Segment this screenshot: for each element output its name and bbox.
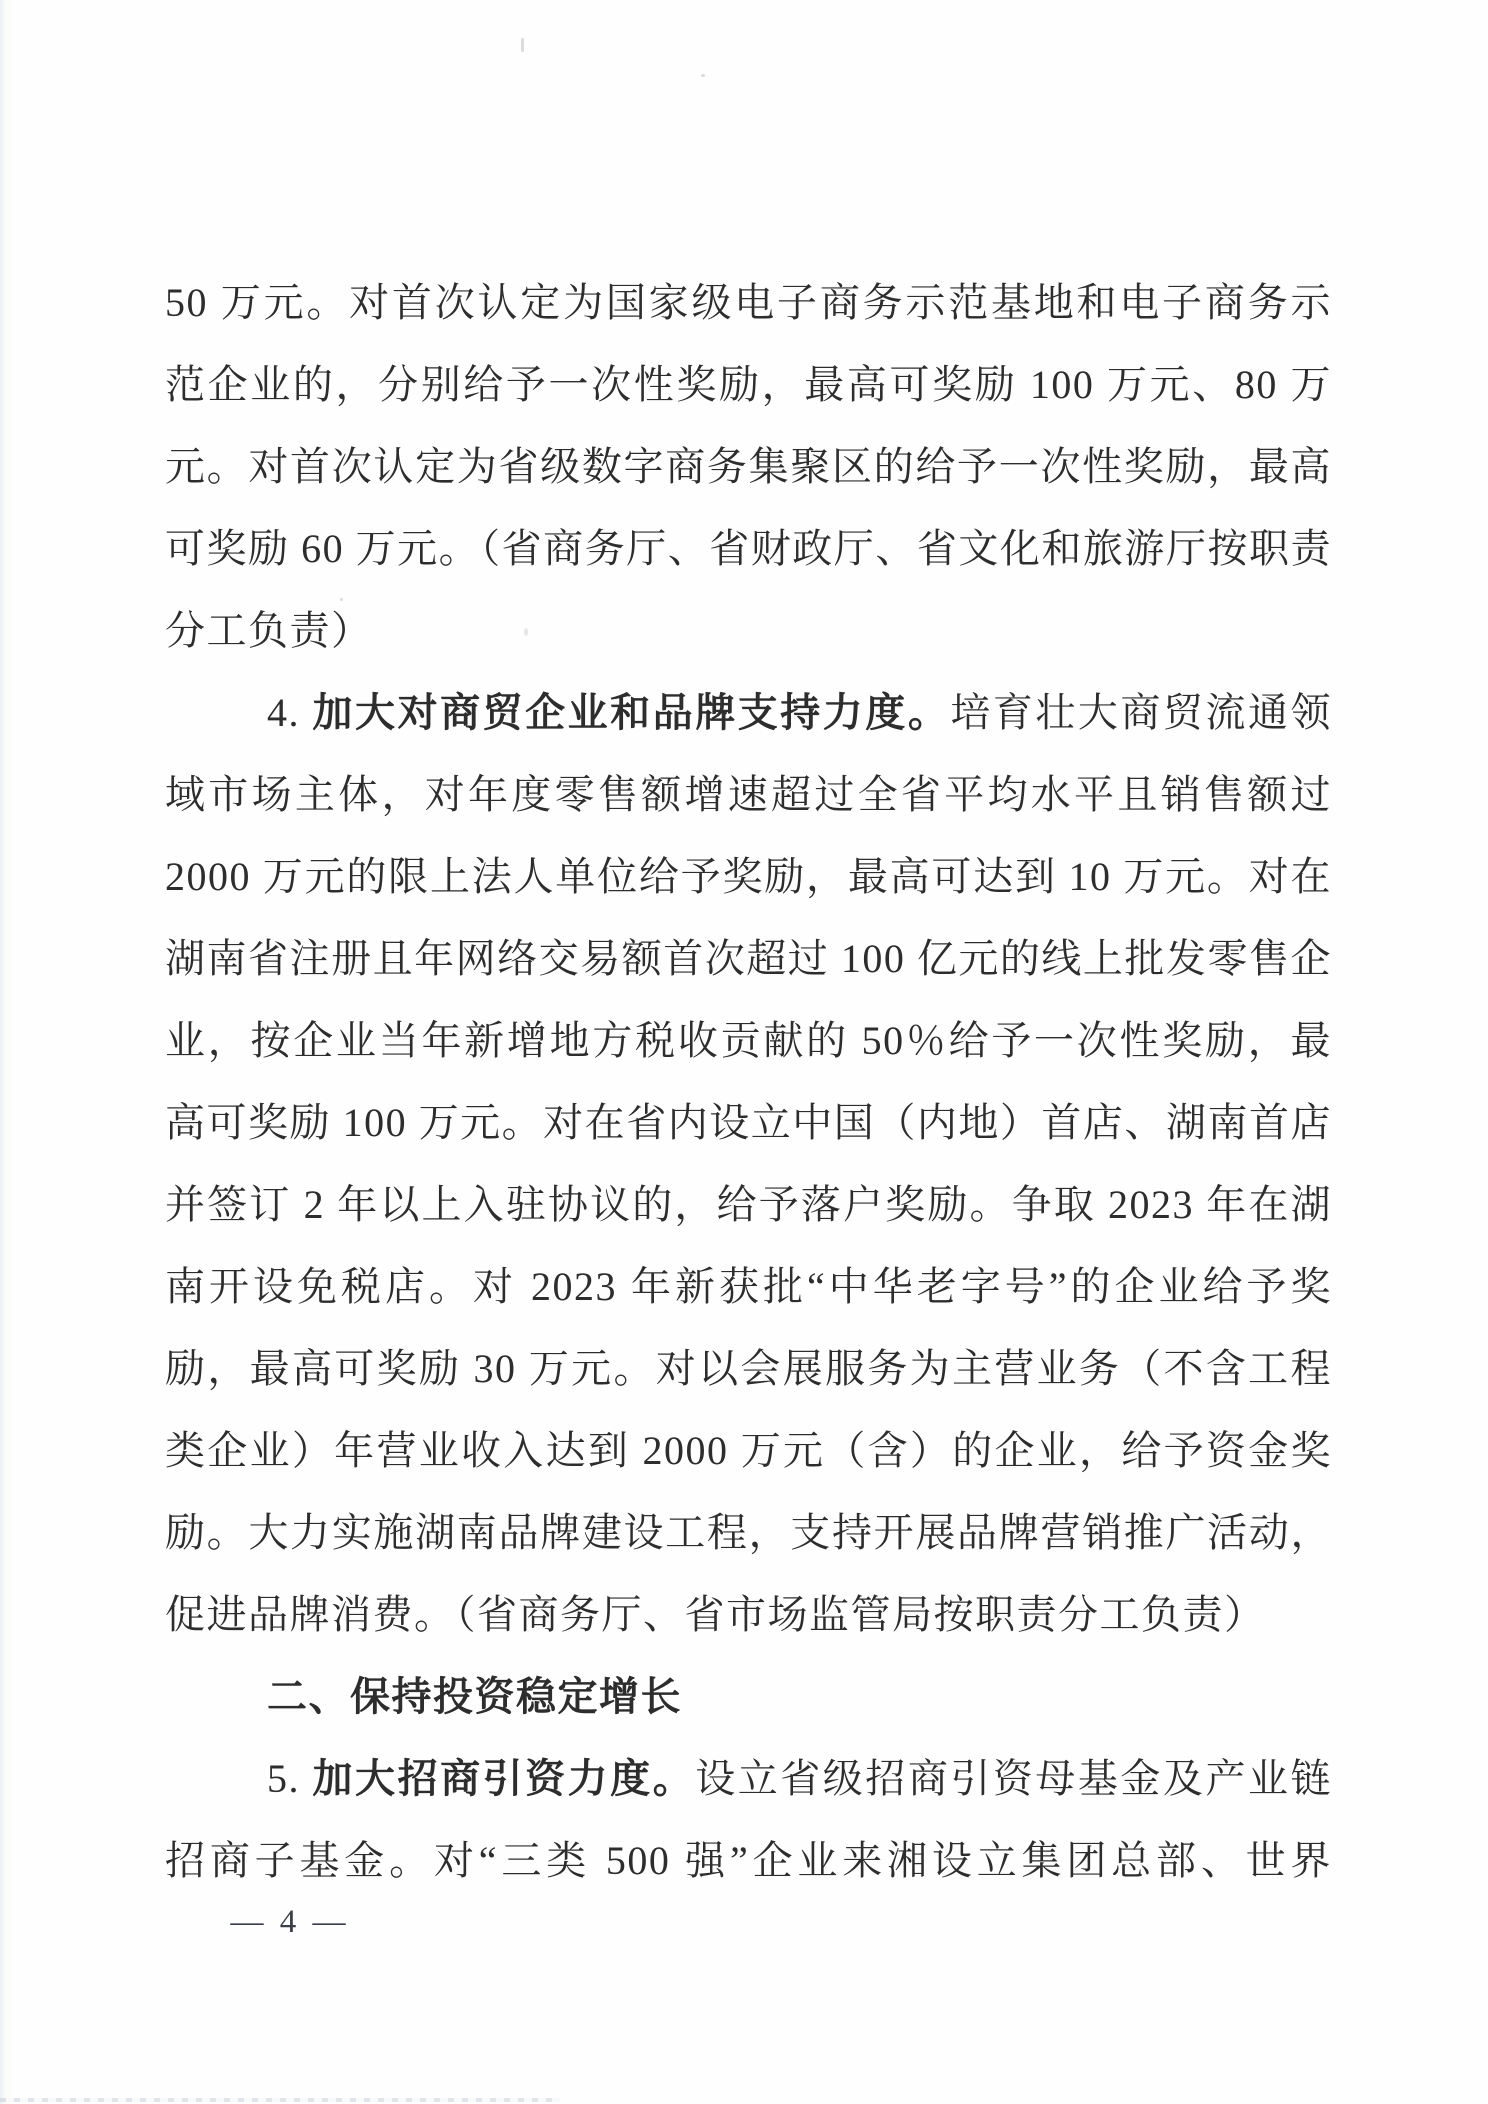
body-text: 50 万元。对首次认定为国家级电子商务示范基地和电子商务示 xyxy=(165,280,1332,325)
text-line xyxy=(165,1492,1332,1574)
text-line xyxy=(165,1820,1332,1902)
text-line-item-5 xyxy=(165,1738,1332,1820)
text-line xyxy=(165,1000,1332,1082)
text-line xyxy=(165,1246,1332,1328)
body-text: 招商子基金。对“三类 500 强”企业来湘设立集团总部、世界 xyxy=(165,1838,1332,1883)
section-heading-2 xyxy=(165,1656,1332,1738)
body-text: 类企业）年营业收入达到 2000 万元（含）的企业，给予资金奖 xyxy=(165,1428,1332,1473)
text-line xyxy=(165,590,1332,672)
text-line xyxy=(165,836,1332,918)
text-line xyxy=(165,426,1332,508)
scan-edge-artifact xyxy=(0,2098,560,2102)
body-text: 元。对首次认定为省级数字商务集聚区的给予一次性奖励，最高 xyxy=(165,444,1332,489)
text-line xyxy=(165,1164,1332,1246)
text-line xyxy=(165,754,1332,836)
body-text: 并签订 2 年以上入驻协议的，给予落户奖励。争取 2023 年在湖 xyxy=(165,1182,1332,1227)
text-line xyxy=(165,1410,1332,1492)
body-text: 范企业的，分别给予一次性奖励，最高可奖励 100 万元、80 万 xyxy=(165,362,1332,407)
body-text: 分工负责） xyxy=(165,608,373,653)
page-number: — 4 — xyxy=(230,1904,350,1940)
section-heading-text: 二、保持投资稳定增长 xyxy=(267,1675,682,1719)
item-title: 加大招商引资力度。 xyxy=(312,1757,696,1801)
item-title: 加大对商贸企业和品牌支持力度。 xyxy=(312,691,951,735)
text-line xyxy=(165,344,1332,426)
item-number: 4. xyxy=(267,690,313,735)
body-text: 湖南省注册且年网络交易额首次超过 100 亿元的线上批发零售企 xyxy=(165,936,1332,981)
scan-artifact xyxy=(521,38,524,52)
text-line xyxy=(165,1082,1332,1164)
text-line xyxy=(165,918,1332,1000)
body-text: 促进品牌消费。（省商务厅、省市场监管局按职责分工负责） xyxy=(165,1592,1266,1637)
body-text: 培育壮大商贸流通领 xyxy=(950,690,1333,735)
body-text: 高可奖励 100 万元。对在省内设立中国（内地）首店、湖南首店 xyxy=(165,1100,1332,1145)
body-text: 2000 万元的限上法人单位给予奖励，最高可达到 10 万元。对在 xyxy=(165,854,1332,899)
body-text: 业，按企业当年新增地方税收贡献的 50％给予一次性奖励，最 xyxy=(165,1018,1332,1063)
body-text: 励，最高可奖励 30 万元。对以会展服务为主营业务（不含工程 xyxy=(165,1346,1332,1391)
scan-artifact xyxy=(701,74,705,77)
text-line-item-4 xyxy=(165,672,1332,754)
body-text: 南开设免税店。对 2023 年新获批“中华老字号”的企业给予奖 xyxy=(165,1264,1332,1309)
text-line xyxy=(165,508,1332,590)
text-line xyxy=(165,1328,1332,1410)
text-line xyxy=(165,1574,1332,1656)
text-line xyxy=(165,262,1332,344)
body-text: 域市场主体，对年度零售额增速超过全省平均水平且销售额过 xyxy=(165,772,1332,817)
body-text: 可奖励 60 万元。（省商务厅、省财政厅、省文化和旅游厅按职责 xyxy=(165,526,1332,571)
body-text: 励。大力实施湖南品牌建设工程，支持开展品牌营销推广活动， xyxy=(165,1510,1332,1555)
item-number: 5. xyxy=(267,1756,313,1801)
body-text: 设立省级招商引资母基金及产业链 xyxy=(695,1756,1333,1801)
document-body xyxy=(165,262,1332,1902)
